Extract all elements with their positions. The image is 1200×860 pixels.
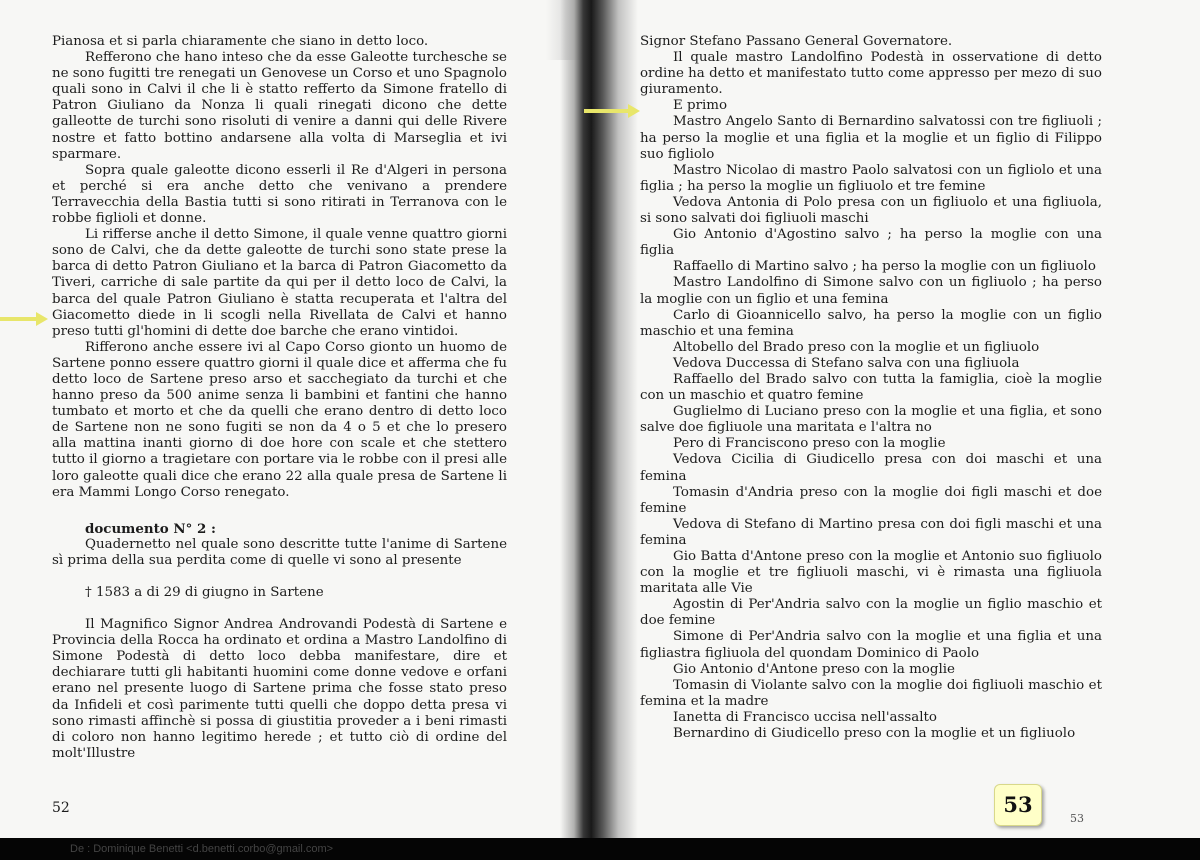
inhabitant-entry: Simone di Per'Andria salvo con la moglie et una figlia et una figliastra figliuola del quondam Dominico di Paolo	[640, 629, 1102, 661]
left-paragraph: Rifferono anche essere ivi al Capo Corso gionto un huomo de Sartene ponno essere quattro giorni il quale dice et afferma che fu detto loco de Sartene preso arso et sacchegiato da turchi et che hanno preso da 500 anime senza li bambini et fantini che hanno tumbato et morto et che da quelli che erano dentro di detto loco de Sartene non ne sono fugiti se non da 4 o 5 et che lo presero alla mattina inanti giorno di doe hore con scale et che stettero tutto il giorno a tragietare con portare via le robbe con il presi alle loro galeotte quali dice che erano 22 alla quale presa de Sartene li era Mammi Longo Corso renegato.	[52, 339, 507, 500]
inhabitant-entry: Altobello del Brado preso con la moglie et un figliuolo	[673, 339, 1040, 355]
inhabitant-entry: Mastro Angelo Santo di Bernardino salvatossi con tre figliuoli ; ha perso la moglie et una figlia et la moglie et un figlio di Filippo suo figliolo	[640, 114, 1102, 162]
left-paragraph: Pianosa et si parla chiaramente che siano in detto loco.	[52, 34, 429, 49]
email-footer: De : Dominique Benetti <d.benetti.corbo@gmail.com>	[70, 843, 334, 855]
page-gutter	[560, 0, 638, 838]
inhabitant-entry: Agostin di Per'Andria salvo con la moglie un figlio maschio et doe femine	[640, 597, 1102, 629]
inhabitant-entry: Gio Antonio d'Agostino salvo ; ha perso la moglie con una figlia	[640, 227, 1102, 259]
inhabitant-entry: Carlo di Gioannicello salvo, ha perso la moglie con un figlio maschio et una femina	[640, 307, 1102, 339]
left-paragraph: Sopra quale galeotte dicono esserli il Re d'Algeri in persona et perché si era anche detto che venivano a prendere Terravecchia della Bastia tutti si sono ritirati in Terranova con le robbe figlioli et donne.	[52, 162, 507, 227]
inhabitant-entry: Mastro Landolfino di Simone salvo con un figliuolo ; ha perso la moglie con un figlio et una femina	[640, 275, 1102, 307]
inhabitant-entry: Tomasin di Violante salvo con la moglie doi figliuoli maschio et femina et la madre	[640, 677, 1102, 709]
decree-paragraph: Il Magnifico Signor Andrea Androvandi Podestà di Sartene e Provincia della Rocca ha ordinato et ordina a Mastro Landolfino di Simone Podestà di detto loco debba manifestare, dire et dechiarare tutti gli habitanti huomini come donne vedove e orfani erano nel presente luogo di Sartene prima che fosse stato preso da Infideli et così parimente tutti quelli che doppo detta presa vi sono rimasti affinchè si possa di giustitia proveder a i beni rimasti di coloro non hanno legitimo herede ; et tutto ciò di ordine del molt'Illustre	[52, 617, 507, 761]
right-intro: Il quale mastro Landolfino Podestà in osservatione di detto ordine ha detto et manifestato tutto come appresso per mezo di suo giuramento.	[640, 50, 1102, 98]
inhabitant-entry: Guglielmo di Luciano preso con la moglie et una figlia, et sono salve doe figliuole una maritata e l'altra no	[640, 404, 1102, 436]
page-number-left: 52	[52, 800, 70, 816]
inhabitant-entry: Raffaello del Brado salvo con tutta la famiglia, cioè la moglie con un maschio et quatro femine	[640, 371, 1102, 404]
inhabitant-entry: Vedova Duccessa di Stefano salva con una figliuola	[673, 355, 1020, 371]
inhabitant-entry: Vedova Cicilia di Giudicello presa con doi maschi et una femina	[640, 452, 1102, 484]
document-heading: documento N° 2 :	[85, 520, 216, 537]
inhabitant-entry: Vedova di Stefano di Martino presa con doi figli maschi et una femina	[640, 516, 1102, 548]
inhabitant-entry: Tomasin d'Andria preso con la moglie doi figli maschi et doe femine	[640, 484, 1102, 516]
right-opening-line: Signor Stefano Passano General Governatore.	[640, 34, 953, 49]
page-number-right: 53	[1070, 812, 1084, 825]
inhabitant-entry: Mastro Nicolao di mastro Paolo salvatosi con un figliolo et una figlia ; ha perso la moglie un figliuolo et tre femine	[640, 162, 1102, 194]
document-intro: Quadernetto nel quale sono descritte tutte l'anime di Sartene sì prima della sua perdita come di quelle vi sono al presente	[52, 536, 507, 568]
inhabitant-entry: Raffaello di Martino salvo ; ha perso la moglie con un figliuolo	[673, 259, 1096, 275]
left-paragraph: Refferono che hano inteso che da esse Galeotte turchesche se ne sono fugitti tre renegati un Genovese un Corso et uno Spagnolo quali sono in Calvi il che li è statto refferto da Simone fratello di Patron Giuliano da Nonza li quali rinegati dicono che dette galleotte de turchi sono risoluti di venire a danni qui delle Rivere nostre et fatto bottino andarsene alla volta di Marseglia et ivi sparmare.	[52, 50, 507, 162]
right-page	[640, 34, 1102, 742]
date-line: † 1583 a di 29 di giugno in Sartene	[85, 585, 324, 600]
inhabitant-entry: Gio Antonio d'Antone preso con la moglie	[673, 661, 955, 677]
primo-line: E primo	[673, 98, 728, 114]
inhabitant-entry: Vedova Antonia di Polo presa con un figliuolo et una figliuola, si sono salvati doi figliuoli maschi	[640, 194, 1102, 227]
page-badge: 53	[994, 784, 1042, 826]
inhabitant-entry: Gio Batta d'Antone preso con la moglie et Antonio suo figliuolo con la moglie et tre figliuoli maschi, vi è rimasta una figliuola maritata alle Vie	[640, 549, 1102, 597]
inhabitant-entry: Ianetta di Francisco uccisa nell'assalto	[673, 709, 937, 725]
inhabitant-entry: Bernardino di Giudicello preso con la moglie et un figliuolo	[673, 726, 1076, 742]
inhabitant-entry: Pero di Franciscono preso con la moglie	[673, 436, 946, 452]
inhabitant-list	[640, 114, 1102, 742]
left-paragraph: Li rifferse anche il detto Simone, il quale venne quattro giorni sono de Calvi, che da dette galeotte de turchi sono state prese la barca di detto Patron Giuliano et la barca di Patron Giacometto da Tiveri, carriche di sale partite da qui per il detto loco de Calvi, la barca del quale Patron Giuliano è statta recuperata et l'altra del Giacometto diede in li scogli nella Rivellata de Calvi et hanno preso tutti gl'homini di dette doe barche che erano vintidoi.	[52, 227, 507, 339]
left-page	[52, 34, 507, 762]
